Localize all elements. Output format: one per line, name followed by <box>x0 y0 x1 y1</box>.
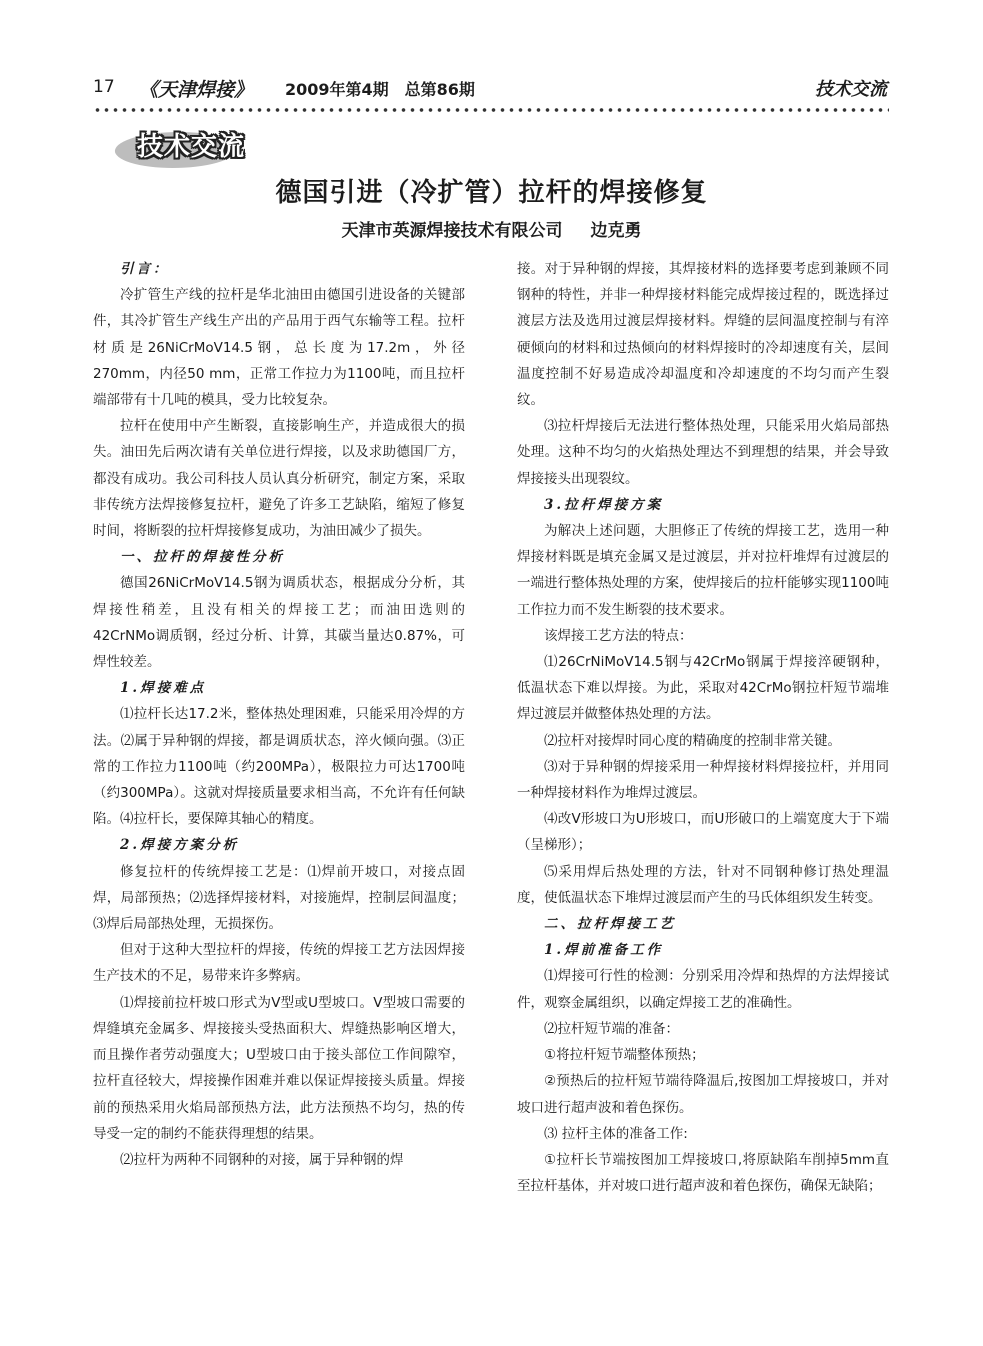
paragraph: ⑶对于异种钢的焊接采用一种焊接材料焊接拉杆，并用同一种焊接材料作为堆焊过渡层。 <box>517 758 889 802</box>
right-column <box>517 256 889 1199</box>
article-title: 德国引进（冷扩管）拉杆的焊接修复 <box>275 178 708 208</box>
paragraph: 为解决上述问题，大胆修正了传统的焊接工艺，选用一种焊接材料既是填充金属又是过渡层，并对拉杆堆焊有过渡层的一端进行整体热处理的方案，使焊接后的拉杆能够实现1100吨工作拉力而不发生断裂的技术要求。 <box>517 523 889 618</box>
paragraph: ①拉杆长节端按图加工焊接坡口,将原缺陷车削掉5mm直至拉杆基体，并对坡口进行超声波和着色探伤，确保无缺陷； <box>517 1151 889 1195</box>
paragraph: ②预热后的拉杆短节端待降温后,按图加工焊接坡口，并对坡口进行超声波和着色探伤。 <box>517 1073 889 1116</box>
paragraph: ⑵拉杆短节端的准备： <box>544 1020 679 1037</box>
badge-label: 技术交流 <box>137 132 246 162</box>
section-name: 技术交流 <box>815 79 887 100</box>
paragraph: 修复拉杆的传统焊接工艺是：⑴焊前开坡口，对接点固焊，局部预热；⑵选择焊接材料，对接施焊，控制层间温度；⑶焊后局部热处理，无损探伤。 <box>93 863 465 933</box>
paragraph: ⑶ 拉杆主体的准备工作: <box>544 1125 688 1142</box>
left-column <box>93 256 465 1173</box>
section-heading: 引言： <box>120 261 170 277</box>
section-heading: 2.焊接方案分析 <box>120 837 240 854</box>
paragraph: 德国26NiCrMoV14.5钢为调质状态，根据成分分析，其焊接性稍差，且没有相关的焊接工艺；而油田选则的42CrNMo调质钢，经过分析、计算，其碳当量达0.87%，可焊性较差。 <box>93 575 465 671</box>
paragraph: ⑵拉杆对接焊时同心度的精确度的控制非常关键。 <box>544 732 841 749</box>
paragraph: ⑴26CrNiMoV14.5钢与42CrMo钢属于焊接淬硬钢种，低温状态下难以焊接。为此，采取对42CrMo钢拉杆短节端堆焊过渡层并做整体热处理的方法。 <box>517 654 889 723</box>
byline <box>0 216 983 241</box>
paragraph: ⑴焊接前拉杆坡口形式为V型或U型坡口。V型坡口需要的焊缝填充金属多、焊接接头受热面积大、焊缝热影响区增大，而且操作者劳动强度大；U型坡口由于接头部位工作间隙窄，拉杆直径较大，焊接操作困难并难以保证焊接接头质量。焊接前的预热采用火焰局部预热方法，此方法预热不均匀，热的传导受一定的制约不能获得理想的结果。 <box>93 994 465 1142</box>
issue-info: 2009年第4期 总第86期 <box>285 80 475 99</box>
paragraph: 接。对于异种钢的焊接，其焊接材料的选择要考虑到兼顾不同钢种的特性，并非一种焊接材料能完成焊接过程的，既选择过渡层方法及选用过渡层焊接材料。焊缝的层间温度控制与有淬硬倾向的材料和过热倾向的材料焊接时的冷却速度有关，层间温度控制不好易造成冷却温度和冷却速度的不均匀而产生裂纹。 <box>517 261 889 409</box>
paragraph: ①将拉杆短节端整体预热； <box>544 1047 705 1064</box>
running-header <box>93 75 887 105</box>
paragraph: ⑴拉杆长达17.2米，整体热处理困难，只能采用冷焊的方法。⑵属于异种钢的焊接，都是调质状态，淬火倾向强。⑶正常的工作拉力1100吨（约200MPa），极限拉力可达1700吨（约300MPa）。这就对焊接质量要求相当高，不允许有任何缺陷。⑷拉杆长，要保障其轴心的精度。 <box>93 706 465 828</box>
section-heading: 1.焊接难点 <box>120 680 207 697</box>
paragraph: ⑴焊接可行性的检测：分别采用冷焊和热焊的方法焊接试件，观察金属组织，以确定焊接工艺的准确性。 <box>517 968 889 1011</box>
paragraph: ⑵拉杆为两种不同钢种的对接，属于异种钢的焊 <box>120 1151 404 1168</box>
paragraph: 该焊接工艺方法的特点： <box>544 627 693 644</box>
affiliation: 天津市英源焊接技术有限公司 <box>341 221 563 241</box>
section-heading: 二、拉杆焊接工艺 <box>544 916 676 933</box>
paragraph: ⑶拉杆焊接后无法进行整体热处理，只能采用火焰局部热处理。这种不均匀的火焰热处理达不到理想的结果，并会导致焊接接头出现裂纹。 <box>517 418 889 487</box>
paragraph: ⑷改V形坡口为U形坡口，而U形破口的上端宽度大于下端（呈梯形）； <box>517 811 889 854</box>
paragraph: ⑸采用焊后热处理的方法，针对不同钢种修订热处理温度，使低温状态下堆焊过渡层而产生的马氏体组织发生转变。 <box>517 863 889 906</box>
paragraph: 但对于这种大型拉杆的焊接，传统的焊接工艺方法因焊接生产技术的不足，易带来许多弊病。 <box>93 942 465 985</box>
journal-name: 《天津焊接》 <box>139 79 254 101</box>
section-heading: 一、拉杆的焊接性分析 <box>120 549 285 566</box>
dotted-divider <box>93 106 889 114</box>
paragraph: 冷扩管生产线的拉杆是华北油田由德国引进设备的关键部件，其冷扩管生产线生产出的产品用于西气东输等工程。拉杆材质是26NiCrMoV14.5钢，总长度为17.2m，外径270mm，内径50 mm，正常工作拉力为1100吨，而且拉杆端部带有十几吨的模具，受力比较复杂。 <box>93 287 465 409</box>
section-heading: 1.焊前准备工作 <box>544 942 664 959</box>
author: 边克勇 <box>590 221 642 241</box>
page-number: 17 <box>93 77 115 97</box>
paragraph: 拉杆在使用中产生断裂，直接影响生产，并造成很大的损失。油田先后两次请有关单位进行焊接，以及求助德国厂方，都没有成功。我公司科技人员认真分析研究，制定方案，采取非传统方法焊接修复拉杆，避免了许多工艺缺陷，缩短了修复时间，将断裂的拉杆焊接修复成功，为油田减少了损失。 <box>93 418 465 540</box>
section-badge <box>115 118 265 174</box>
section-heading: 3.拉杆焊接方案 <box>544 496 664 513</box>
